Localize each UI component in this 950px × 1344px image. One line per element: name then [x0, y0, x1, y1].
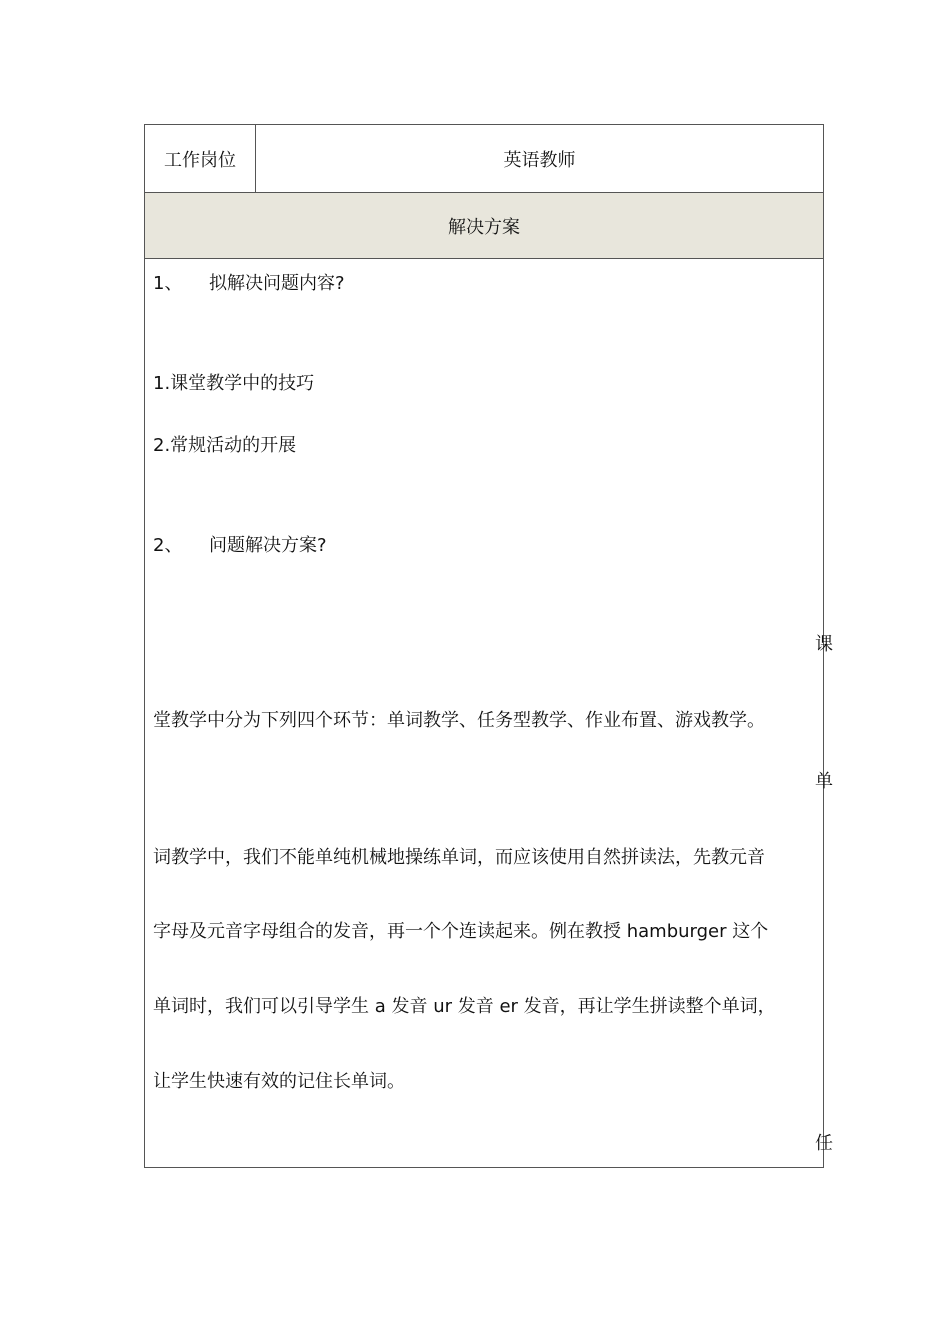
list-item-1: 1.课堂教学中的技巧 — [153, 373, 315, 394]
post-row — [145, 125, 823, 193]
question-1-text: 拟解决问题内容? — [209, 273, 345, 294]
section-heading: 解决方案 — [145, 193, 823, 259]
question-1 — [153, 275, 345, 293]
list-item-2: 2.常规活动的开展 — [153, 435, 297, 456]
post-label-cell: 工作岗位 — [145, 125, 256, 192]
paragraph-2-first-char: 单 — [815, 771, 833, 792]
question-2-number: 2、 — [153, 535, 183, 556]
paragraph-1-first-char: 课 — [815, 634, 833, 655]
paragraph-2-line-1: 词教学中，我们不能单纯机械地操练单词，而应该使用自然拼读法，先教元音 — [153, 847, 765, 868]
paragraph-1-line-1: 堂教学中分为下列四个环节：单词教学、任务型教学、作业布置、游戏教学。 — [153, 710, 765, 731]
paragraph-2-line-4: 让学生快速有效的记住长单词。 — [153, 1071, 405, 1092]
paragraph-2-line-2: 字母及元音字母组合的发音，再一个个连读起来。例在教授 hamburger 这个 — [153, 921, 769, 942]
paragraph-2-line-3: 单词时，我们可以引导学生 a 发音 ur 发音 er 发音，再让学生拼读整个单词， — [153, 996, 776, 1017]
question-1-number: 1、 — [153, 273, 183, 294]
paragraph-3-first-char: 任 — [815, 1133, 833, 1154]
question-2-text: 问题解决方案? — [209, 535, 327, 556]
post-value-cell: 英语教师 — [503, 149, 576, 171]
question-2 — [153, 537, 327, 555]
